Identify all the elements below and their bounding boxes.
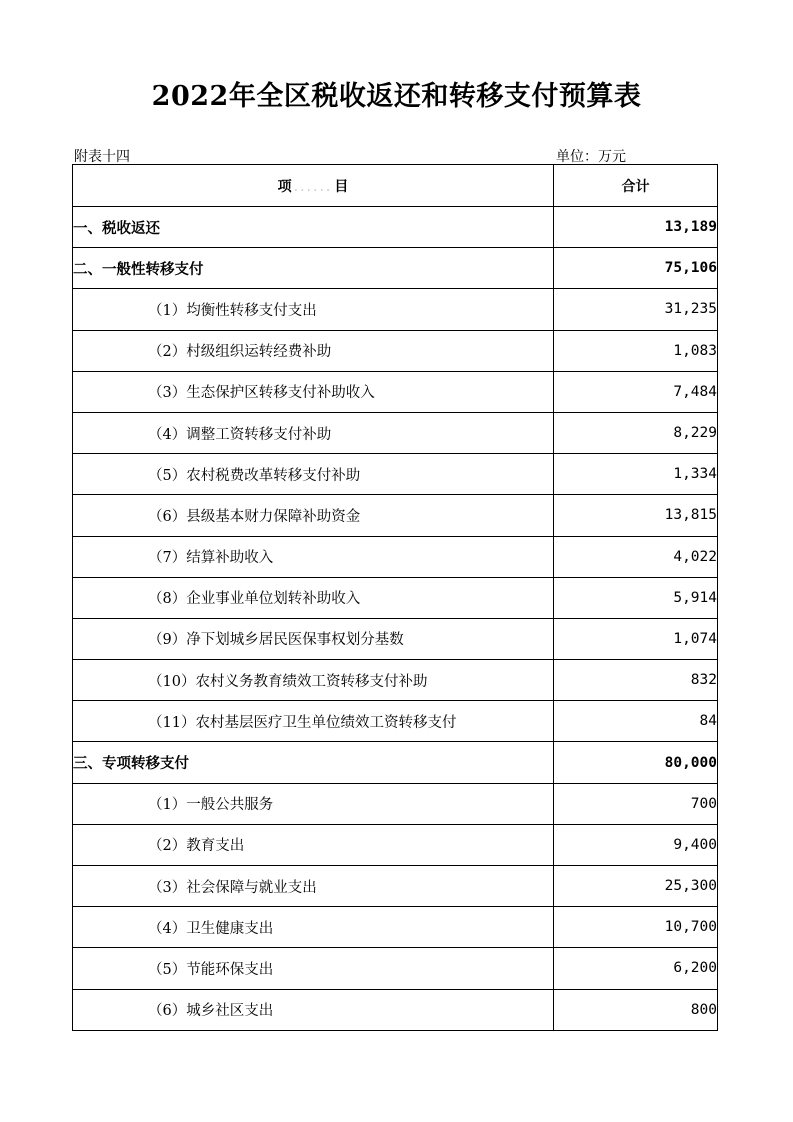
table-row — [73, 454, 718, 495]
row-name: 三、专项转移支付 — [73, 742, 554, 783]
row-value: 8,229 — [554, 412, 718, 453]
row-value: 10,700 — [554, 907, 718, 948]
row-name: （6）县级基本财力保障补助资金 — [73, 495, 554, 536]
header-item-dots: ...... — [293, 178, 333, 195]
table-row — [73, 824, 718, 865]
row-name: （4）调整工资转移支付补助 — [73, 412, 554, 453]
row-value: 5,914 — [554, 577, 718, 618]
row-value: 1,334 — [554, 454, 718, 495]
table-row — [73, 536, 718, 577]
row-value: 800 — [554, 989, 718, 1030]
table-body — [73, 207, 718, 1031]
table-row — [73, 371, 718, 412]
row-name: （11）农村基层医疗卫生单位绩效工资转移支付 — [73, 701, 554, 742]
row-value: 832 — [554, 660, 718, 701]
table-row — [73, 248, 718, 289]
row-value: 700 — [554, 783, 718, 824]
row-value: 31,235 — [554, 289, 718, 330]
table-row — [73, 742, 718, 783]
table-header-row — [73, 165, 718, 207]
row-name: （2）教育支出 — [73, 824, 554, 865]
row-name: （7）结算补助收入 — [73, 536, 554, 577]
header-total: 合计 — [554, 165, 718, 207]
table-row — [73, 289, 718, 330]
unit-label: 单位：万元 — [556, 149, 626, 165]
row-name: （8）企业事业单位划转补助收入 — [73, 577, 554, 618]
header-item — [73, 165, 554, 207]
header-item-right: 目 — [334, 178, 349, 195]
row-name: （10）农村义务教育绩效工资转移支付补助 — [73, 660, 554, 701]
row-value: 4,022 — [554, 536, 718, 577]
table-row — [73, 783, 718, 824]
row-name: （3）社会保障与就业支出 — [73, 866, 554, 907]
row-name: （9）净下划城乡居民医保事权划分基数 — [73, 618, 554, 659]
row-name: （2）村级组织运转经费补助 — [73, 330, 554, 371]
table-row — [73, 701, 718, 742]
row-value: 25,300 — [554, 866, 718, 907]
row-value: 6,200 — [554, 948, 718, 989]
row-value: 13,189 — [554, 207, 718, 248]
table-row — [73, 412, 718, 453]
budget-table — [72, 164, 718, 1031]
table-row — [73, 577, 718, 618]
row-name: （1）一般公共服务 — [73, 783, 554, 824]
page-title: 2022年全区税收返还和转移支付预算表 — [151, 81, 642, 112]
row-value: 9,400 — [554, 824, 718, 865]
row-value: 13,815 — [554, 495, 718, 536]
table-row — [73, 907, 718, 948]
table-row — [73, 989, 718, 1030]
table-row — [73, 330, 718, 371]
table-row — [73, 866, 718, 907]
row-name: （6）城乡社区支出 — [73, 989, 554, 1030]
table-row — [73, 948, 718, 989]
row-name: 一、税收返还 — [73, 207, 554, 248]
row-name: （5）节能环保支出 — [73, 948, 554, 989]
row-name: （4）卫生健康支出 — [73, 907, 554, 948]
table-row — [73, 618, 718, 659]
row-name: （3）生态保护区转移支付补助收入 — [73, 371, 554, 412]
row-name: （1）均衡性转移支付支出 — [73, 289, 554, 330]
header-item-left: 项 — [277, 178, 292, 195]
row-name: 二、一般性转移支付 — [73, 248, 554, 289]
table-row — [73, 495, 718, 536]
row-value: 1,074 — [554, 618, 718, 659]
row-value: 75,106 — [554, 248, 718, 289]
attachment-label: 附表十四 — [74, 149, 130, 165]
row-value: 7,484 — [554, 371, 718, 412]
row-value: 84 — [554, 701, 718, 742]
table-row — [73, 660, 718, 701]
row-value: 1,083 — [554, 330, 718, 371]
table-row — [73, 207, 718, 248]
row-value: 80,000 — [554, 742, 718, 783]
row-name: （5）农村税费改革转移支付补助 — [73, 454, 554, 495]
